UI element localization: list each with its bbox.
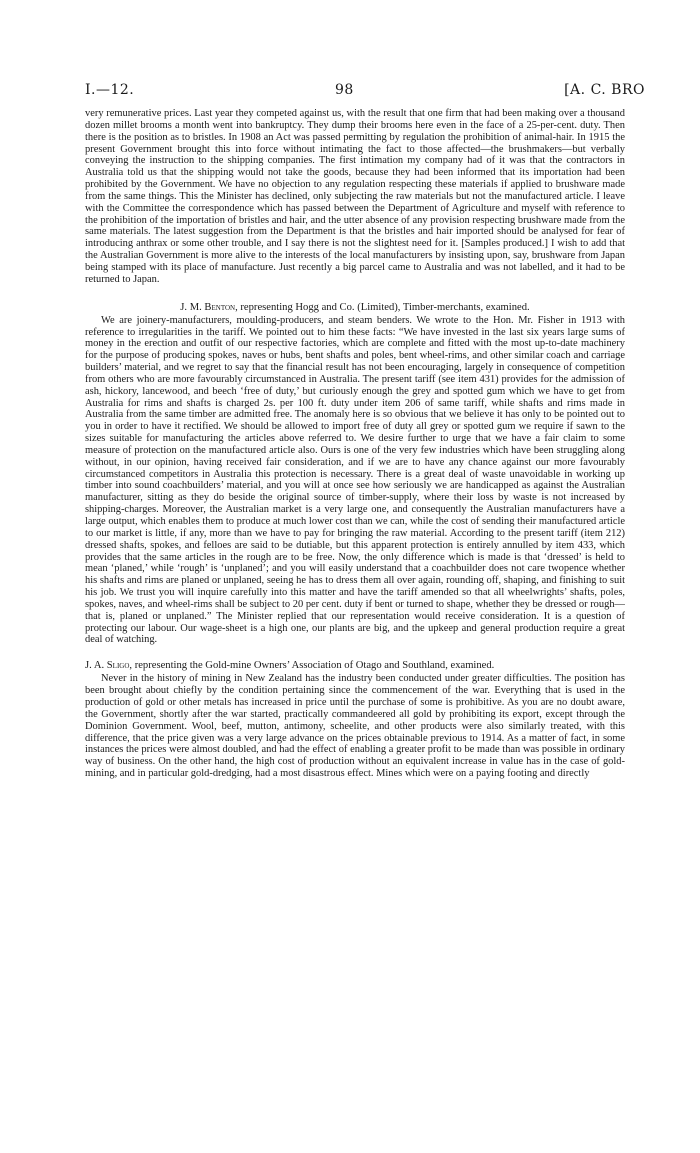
paragraph-timber: We are joinery-manufacturers, moulding-producers, and steam benders. We wrote to the Hon. Mr. Fisher in 1913 with reference to irregularities in the tariff. We pointed out to him these facts: “We have invested in the last six years large sums of money in the erection and outfit of our respective factories, which are complete and fitted with the most up-to-date machinery for the purpose of producing spokes, naves or hubs, bent shafts and poles, bent wheel-rims, and other similar coach and carriage builders’ material, and we regret to say that the financial result has not been encouraging, largely in consequence of competition from others who are more favourably circumstanced in Australia. The present tariff (see item 431) provides for the admission of ash, hickory, lancewood, and beech ‘free of duty,’ but curiously enough the grey and spotted gum which we have to get from Australia for rims and shafts is charged 2s. per 100 ft. duty under item 206 of same tariff, while shafts and rims made in Australia from the same timber are admitted free. The anomaly here is so obvious that we believe it has only to be pointed out to you in order to have it rectified. We should be allowed to import free of duty all grey or spotted gum we require if sawn to the sizes suitable for manufacturing the articles above referred to. We desire further to urge that we have a fair claim to some measure of protection on the manufactured article also. Ours is one of the very few industries which have been struggling along without, in our opinion, having received fair consideration, and if we are to have any chance against our more favourably circumstanced competitors in Australia this protection is necessary. There is a great deal of waste unavoidable in working up timber into sound coachbuilders’ material, and you will at once see how seriously we are handicapped as against the Australian manufacturer, sitting as they do beside the original source of timber-supply, where their loss by waste is not increased by shipping-charges. Moreover, the Australian market is a very large one, and consequently the Australian manufacturers have a large output, which enables them to produce at much lower cost than we can, while the cost of sending their manufactured article to our market is little, if any, more than we have to pay for bringing the raw material. According to the present tariff (item 212) dressed shafts, spokes, and felloes are said to be dutiable, but this apparent protection is entirely annulled by item 433, which provides that the same articles in the rough are to be free. Now, the only difference which is made is that ‘dressed’ is held to mean ‘planed,’ while ‘rough’ is ‘unplaned’; and you will easily understand that a coachbuilder does not care twopence whether his shafts and rims are planed or unplaned, seeing he has to dress them all over again, rounding off, shaping, and finishing to suit his job. We trust you will inquire carefully into this matter and have the tariff amended so that all wheelwrights’ shafts, poles, spokes, naves, and wheel-rims shall be subject to 20 per cent. duty if bent or turned to shape, whether they be dressed or rough—that is, planed or unplaned.” The Minister replied that our representation would receive consideration. It is a question of protecting our labour. Our wage-sheet is a high one, our plants are big, and the upkeep and general production require a great deal of watching. — [85, 314, 625, 646]
section-reference: [A. C. BRO — [564, 82, 645, 98]
page-header — [85, 82, 645, 108]
page-number: 98 — [335, 82, 354, 98]
paragraph-brushware: very remunerative prices. Last year they competed against us, with the result that one firm that had been making over a thousand dozen millet brooms a month went into bankruptcy. They dump their brooms here even in the face of a 25-per-cent. duty. Then there is the position as to bristles. In 1908 an Act was passed permitting by regulation the prohibition of animal-hair. In 1915 the present Government brought this into force without intimating the fact to those affected—the brushmakers—but verbally conveying the instruction to the shipping companies. The first intimation my company had of it was that the contractors in Australia told us that the shipping would not take the goods, because they had been informed that its importation had been prohibited by the Government. We have no objection to any regulation respecting these materials if applied to brushware made from the same things. This the Minister has declined, only subjecting the raw materials but not the manufactured article. I leave with the Committee the correspondence which has passed between the Department of Agriculture and myself with reference to the prohibition of the importation of bristles and hair, and the utter absence of any provision respecting brushware made from the same materials. The latest suggestion from the Department is that the bristles and hair imported should be analysed for fear of introducing anthrax or some other trouble, and I say there is not the slightest need for it. [Samples produced.] I wish to add that the Australian Government is more alive to the interests of the local manufacturers by insisting upon, say, brushware from Japan being stamped with its place of manufacture. Just recently a big parcel came to Australia and was not labelled, and it had to be returned to Japan. — [85, 108, 625, 285]
witness-description: , representing the Gold-mine Owners’ Association of Otago and Southland, examined. — [129, 660, 495, 672]
document-page — [85, 82, 645, 780]
witness-description: , representing Hogg and Co. (Limited), Timber-merchants, examined. — [235, 301, 530, 313]
witness-heading-sligo — [85, 660, 625, 671]
witness-name: J. M. Benton — [180, 301, 236, 313]
page-reference: I.—12. — [85, 82, 135, 98]
paragraph-gold-mining: Never in the history of mining in New Zealand has the industry been conducted under greater difficulties. The position has been brought about chiefly by the condition pertaining since the commencement of the war. Everything that is used in the production of gold or other metals has increased in price until the purchase of some is prohibitive. As you are no doubt aware, the Government, shortly after the war started, practically commandeered all gold by prohibiting its export, except through the Dominion Government. Wool, beef, mutton, antimony, scheelite, and other products were also similarly treated, with this difference, that the price given was a very large advance on the prices obtainable previous to 1914. As a matter of fact, in some instances the prices were almost doubled, and had the effect of enabling a greater profit to be made than was possible in ordinary way of business. On the other hand, the high cost of production without an equivalent increase in value has in the case of gold-mining, and in particular gold-dredging, had a most disastrous effect. Mines which were on a paying footing and directly — [85, 673, 625, 780]
witness-name: J. A. Sligo — [85, 660, 130, 672]
witness-heading-benton — [85, 302, 625, 313]
